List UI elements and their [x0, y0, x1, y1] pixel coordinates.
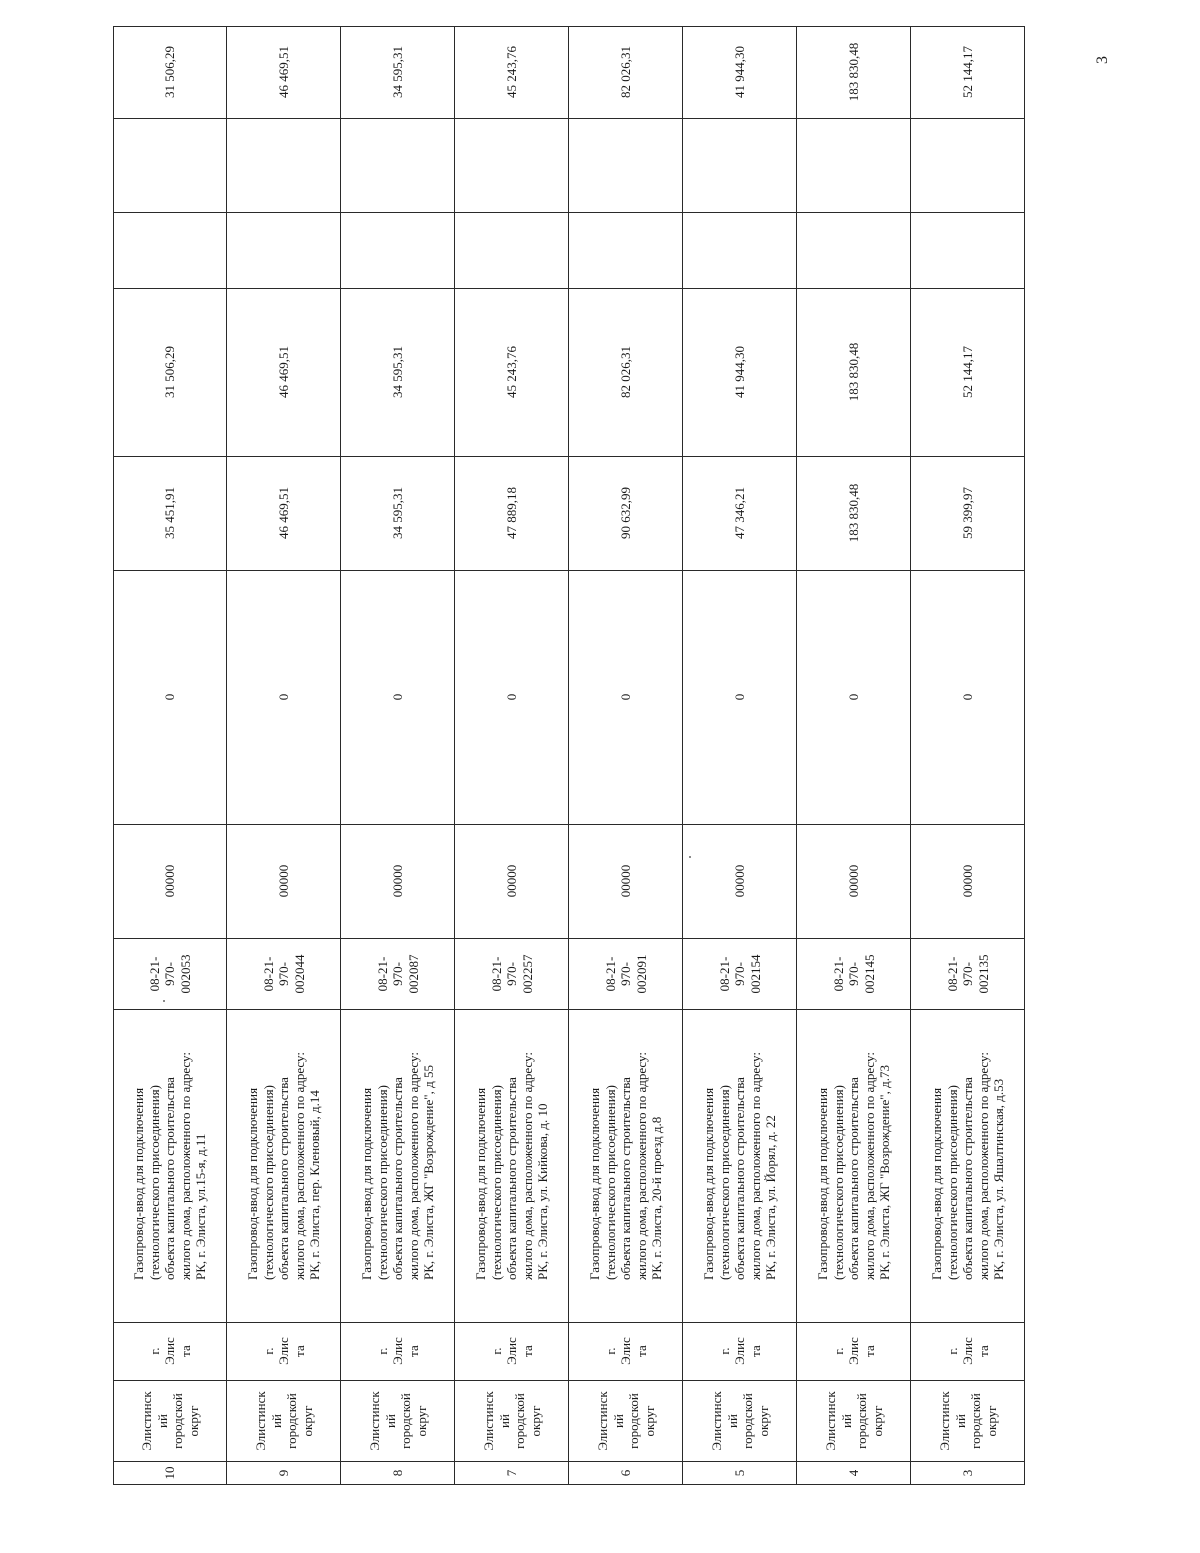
cell-text: 41 944,30 [731, 346, 747, 398]
cell-num [683, 1461, 796, 1485]
cell-num [569, 1461, 682, 1485]
cell-district [797, 1380, 910, 1461]
cell-text: 34 595,31 [389, 346, 405, 398]
cell-text: 08-21- 970- 002135 [944, 954, 991, 993]
cell-value-5 [797, 26, 910, 118]
cell-text: 45 243,76 [503, 346, 519, 398]
cell-code [569, 938, 682, 1009]
cell-text: Элистинск ий городской округ [594, 1390, 656, 1451]
cell-text: 00000 [959, 864, 975, 898]
cell-city [227, 1322, 340, 1380]
cell-value-2 [797, 288, 910, 456]
cell-value-5 [341, 26, 454, 118]
cell-description [341, 1009, 454, 1322]
cell-text: г. Элис та [260, 1337, 307, 1365]
cell-code [911, 938, 1024, 1009]
cell-text: 5 [731, 1469, 747, 1477]
cell-value-4 [455, 118, 568, 212]
cell-text: 08-21- 970- 002145 [830, 954, 877, 993]
cell-text: 00000 [731, 864, 747, 898]
cell-text: 0 [275, 693, 291, 701]
cell-description [797, 1009, 910, 1322]
cell-text: 0 [503, 693, 519, 701]
cell-text: Элистинск ий городской округ [366, 1390, 428, 1451]
cell-value-1 [341, 456, 454, 570]
cell-value-3 [683, 212, 796, 288]
cell-text: г. Элис та [602, 1337, 649, 1365]
cell-text: 8 [389, 1469, 405, 1477]
cell-text: 34 595,31 [389, 46, 405, 98]
cell-value-2 [341, 288, 454, 456]
cell-text: Элистинск ий городской округ [252, 1390, 314, 1451]
cell-code [227, 938, 340, 1009]
cell-district [114, 1380, 226, 1461]
cell-text: 45 243,76 [503, 46, 519, 98]
cell-value-4 [911, 118, 1024, 212]
table-row [455, 26, 569, 1485]
cell-zero [911, 570, 1024, 824]
cell-text: 08-21- 970- 002091 [602, 954, 649, 993]
cell-text: 59 399,97 [959, 487, 975, 539]
cell-value-1 [455, 456, 568, 570]
cell-text: 08-21- 970- 002257 [488, 954, 535, 993]
cell-text: 08-21- 970- 002087 [374, 954, 421, 993]
cell-zeros [683, 824, 796, 938]
cell-text: 08-21- 970- 002154 [716, 954, 763, 993]
cell-value-2 [569, 288, 682, 456]
cell-city [797, 1322, 910, 1380]
cell-value-3 [455, 212, 568, 288]
cell-value-1 [569, 456, 682, 570]
cell-text: 6 [617, 1469, 633, 1477]
cell-value-1 [911, 456, 1024, 570]
cell-value-5 [569, 26, 682, 118]
cell-text: 9 [275, 1469, 291, 1477]
cell-text: 82 026,31 [617, 346, 633, 398]
cell-description [569, 1009, 682, 1322]
cell-value-2 [455, 288, 568, 456]
cell-text: г. Элис та [944, 1337, 991, 1365]
cell-value-1 [114, 456, 226, 570]
cell-text: 7 [503, 1469, 519, 1477]
cell-value-3 [341, 212, 454, 288]
cell-code [455, 938, 568, 1009]
cell-text: Газопровод-ввод для подключения (технологического присоединения) объекта капитального строительства жилого дома, расположенного по адресу: РК, г. Элиста, 20-й проезд д.8 [586, 1051, 664, 1280]
cell-text: 47 889,18 [503, 487, 519, 539]
cell-text: 46 469,51 [275, 487, 291, 539]
cell-text: 34 595,31 [389, 487, 405, 539]
cell-text: Элистинск ий городской округ [480, 1390, 542, 1451]
cell-value-1 [227, 456, 340, 570]
cell-text: г. Элис та [146, 1337, 193, 1365]
cell-zero [341, 570, 454, 824]
cell-text: 00000 [389, 864, 405, 898]
cell-district [227, 1380, 340, 1461]
cell-city [683, 1322, 796, 1380]
cell-zero [683, 570, 796, 824]
cell-code [683, 938, 796, 1009]
cell-value-5 [227, 26, 340, 118]
cell-zeros [797, 824, 910, 938]
cell-text: г. Элис та [830, 1337, 877, 1365]
cell-city [455, 1322, 568, 1380]
cell-text: Газопровод-ввод для подключения (технологического присоединения) объекта капитального строительства жилого дома, расположенного по адресу: РК, г. Элиста, ул. Йорял, д. 22 [700, 1051, 778, 1280]
cell-value-5 [911, 26, 1024, 118]
cell-text: 00000 [162, 864, 178, 898]
cell-text: 183 830,48 [845, 42, 861, 102]
cell-zero [455, 570, 568, 824]
cell-text: 183 830,48 [845, 483, 861, 543]
cell-text: 00000 [275, 864, 291, 898]
table-row [227, 26, 341, 1485]
cell-text: 3 [959, 1469, 975, 1477]
cell-code [114, 938, 226, 1009]
table-row [797, 26, 911, 1485]
cell-zeros [455, 824, 568, 938]
cell-value-4 [227, 118, 340, 212]
cell-text: 46 469,51 [275, 346, 291, 398]
cell-value-2 [683, 288, 796, 456]
cell-value-1 [683, 456, 796, 570]
cell-zeros [569, 824, 682, 938]
cell-text: 31 506,29 [162, 46, 178, 98]
cell-text: 41 944,30 [731, 46, 747, 98]
cell-value-4 [683, 118, 796, 212]
cell-code [341, 938, 454, 1009]
cell-district [569, 1380, 682, 1461]
cell-text: Элистинск ий городской округ [708, 1390, 770, 1451]
cell-zero [569, 570, 682, 824]
cell-text: 0 [162, 693, 178, 701]
cell-text: Элистинск ий городской округ [139, 1390, 201, 1451]
cell-text: 47 346,21 [731, 487, 747, 539]
cell-city [341, 1322, 454, 1380]
cell-value-2 [114, 288, 226, 456]
cell-text: 00000 [503, 864, 519, 898]
cell-zero [114, 570, 226, 824]
cell-num [114, 1461, 226, 1485]
table-row [911, 26, 1025, 1485]
page-number: 3 [1094, 56, 1111, 64]
cell-num [797, 1461, 910, 1485]
cell-text: 0 [959, 693, 975, 701]
cell-zeros [227, 824, 340, 938]
cell-text: 00000 [617, 864, 633, 898]
table-row [113, 26, 227, 1485]
cell-district [341, 1380, 454, 1461]
cell-district [911, 1380, 1024, 1461]
cell-text: Газопровод-ввод для подключения (технологического присоединения) объекта капитального строительства жилого дома, расположенного по адресу: РК, г. Элиста, ул.15-я, д.11 [131, 1051, 209, 1280]
cell-text: 35 451,91 [162, 487, 178, 539]
cell-text: 08-21- 970- 002044 [260, 954, 307, 993]
cell-text: 0 [389, 693, 405, 701]
cell-value-5 [683, 26, 796, 118]
cell-value-3 [227, 212, 340, 288]
cell-text: Газопровод-ввод для подключения (технологического присоединения) объекта капитального строительства жилого дома, расположенного по адресу: РК, г. Элиста, пер. Кленовый, д.14 [244, 1051, 322, 1280]
document-table [113, 26, 1023, 1485]
cell-value-3 [797, 212, 910, 288]
cell-text: Элистинск ий городской округ [936, 1390, 998, 1451]
cell-text: 183 830,48 [845, 342, 861, 402]
cell-value-5 [455, 26, 568, 118]
cell-value-4 [569, 118, 682, 212]
cell-city [114, 1322, 226, 1380]
cell-text: 52 144,17 [959, 46, 975, 98]
cell-text: 10 [162, 1466, 178, 1480]
cell-text: Газопровод-ввод для подключения (технологического присоединения) объекта капитального строительства жилого дома, расположенного по адресу: РК, г. Элиста, ул. Кийкова, д. 10 [472, 1051, 550, 1280]
cell-text: 0 [845, 693, 861, 701]
cell-description [911, 1009, 1024, 1322]
cell-value-1 [797, 456, 910, 570]
cell-num [341, 1461, 454, 1485]
cell-zero [797, 570, 910, 824]
cell-value-3 [114, 212, 226, 288]
cell-text: Газопровод-ввод для подключения (технологического присоединения) объекта капитального строительства жилого дома, расположенного по адресу: РК, г. Элиста, ЖГ "Возрождение", д 55 [358, 1051, 436, 1280]
cell-num [455, 1461, 568, 1485]
cell-text: 00000 [845, 864, 861, 898]
cell-value-2 [227, 288, 340, 456]
cell-description [114, 1009, 226, 1322]
table-row [341, 26, 455, 1485]
cell-zeros [911, 824, 1024, 938]
cell-text: 0 [617, 693, 633, 701]
cell-zeros [114, 824, 226, 938]
cell-text: 08-21- 970- 002053 [146, 954, 193, 993]
cell-district [455, 1380, 568, 1461]
cell-text: г. Элис та [716, 1337, 763, 1365]
cell-description [683, 1009, 796, 1322]
cell-value-4 [797, 118, 910, 212]
cell-num [227, 1461, 340, 1485]
cell-value-4 [114, 118, 226, 212]
cell-value-4 [341, 118, 454, 212]
cell-text: 4 [845, 1469, 861, 1477]
cell-text: 82 026,31 [617, 46, 633, 98]
cell-text: г. Элис та [488, 1337, 535, 1365]
cell-value-2 [911, 288, 1024, 456]
cell-text: г. Элис та [374, 1337, 421, 1365]
cell-text: 52 144,17 [959, 346, 975, 398]
cell-num [911, 1461, 1024, 1485]
cell-text: 46 469,51 [275, 46, 291, 98]
cell-text: Газопровод-ввод для подключения (технологического присоединения) объекта капитального строительства жилого дома, расположенного по адресу: РК, г. Элиста, ЖГ "Возрождение", д.73 [814, 1051, 892, 1280]
cell-city [569, 1322, 682, 1380]
cell-description [227, 1009, 340, 1322]
cell-text: Элистинск ий городской округ [822, 1390, 884, 1451]
cell-text: 31 506,29 [162, 346, 178, 398]
cell-code [797, 938, 910, 1009]
cell-value-5 [114, 26, 226, 118]
cell-value-3 [911, 212, 1024, 288]
cell-zero [227, 570, 340, 824]
cell-value-3 [569, 212, 682, 288]
cell-text: Газопровод-ввод для подключения (технологического присоединения) объекта капитального строительства жилого дома, расположенного по адресу: РК, г. Элиста, ул. Яшалтинская, д.53 [928, 1051, 1006, 1280]
cell-text: 90 632,99 [617, 487, 633, 539]
cell-district [683, 1380, 796, 1461]
cell-description [455, 1009, 568, 1322]
table-row [569, 26, 683, 1485]
cell-text: 0 [731, 693, 747, 701]
table-row [683, 26, 797, 1485]
cell-city [911, 1322, 1024, 1380]
cell-zeros [341, 824, 454, 938]
